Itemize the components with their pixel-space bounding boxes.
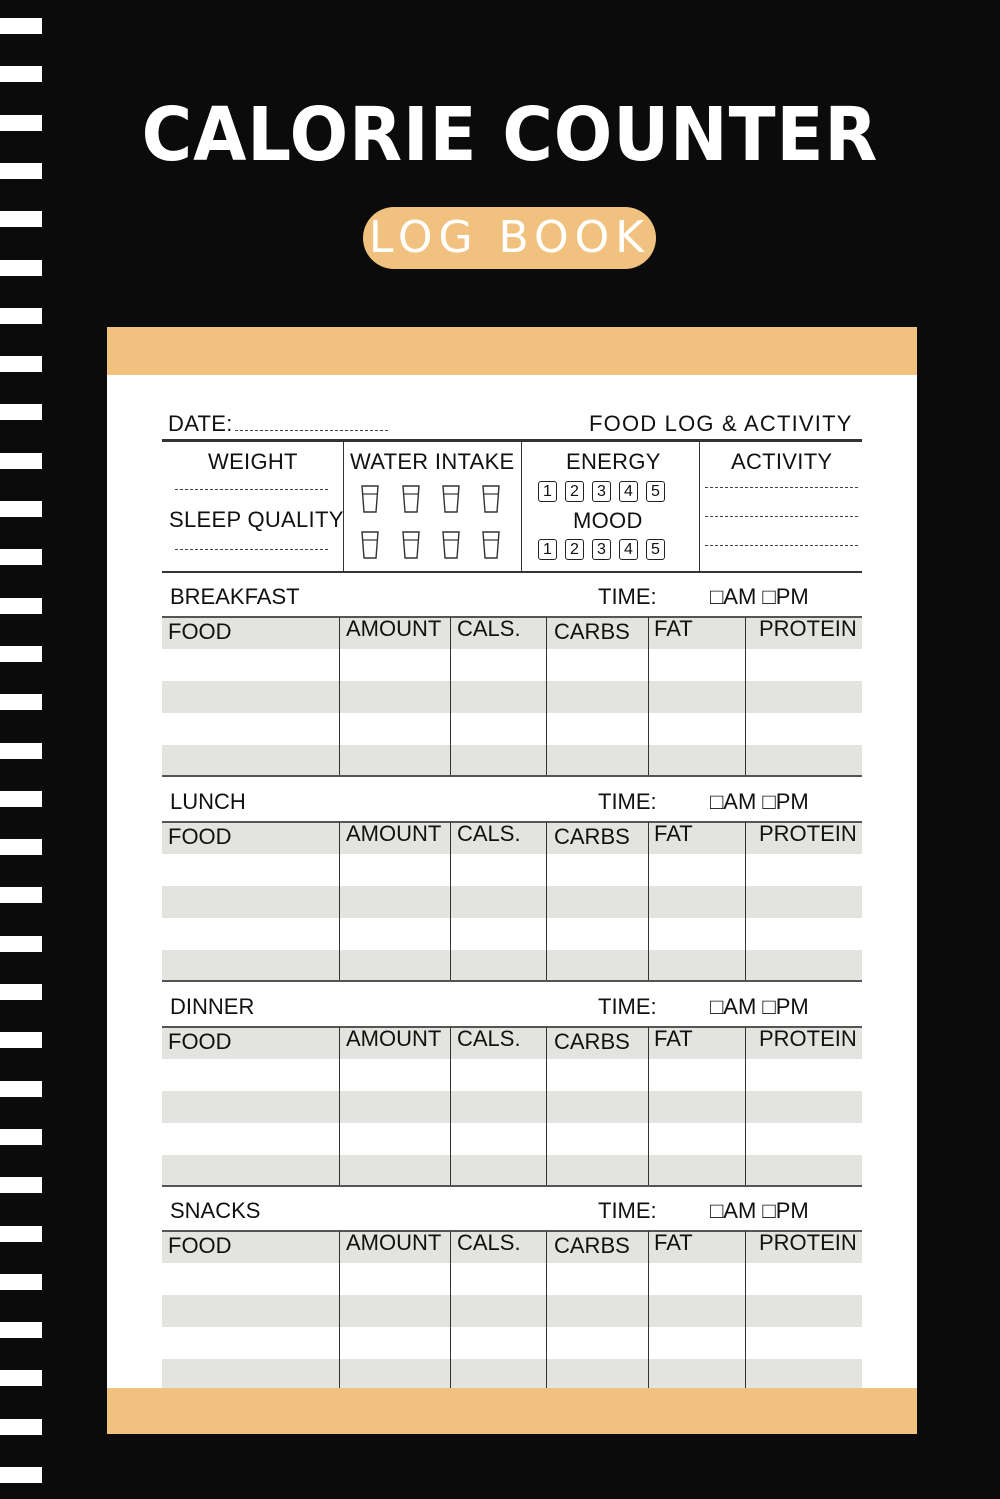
cover-title: CALORIE COUNTER [141, 92, 879, 178]
glass-icon[interactable] [361, 485, 379, 513]
column-header: PROTEIN [759, 1026, 857, 1051]
spiral-bar [0, 694, 42, 710]
spiral-bar [0, 1370, 42, 1386]
column-divider [648, 1231, 649, 1391]
table-bottom-line [162, 1185, 862, 1187]
spiral-bar [0, 549, 42, 565]
column-header: PROTEIN [759, 616, 857, 641]
spiral-bar [0, 1467, 42, 1483]
energy-scale [538, 481, 673, 502]
header-right-label: FOOD LOG & ACTIVITY [589, 411, 853, 436]
column-divider [648, 1027, 649, 1187]
time-label: TIME: [598, 1198, 657, 1223]
grid-bottom-line [162, 571, 862, 573]
column-header: FOOD [168, 1029, 232, 1054]
bottom-accent-band [107, 1388, 917, 1434]
header-divider [162, 439, 862, 442]
glass-icon[interactable] [442, 531, 460, 559]
mood-rating-3[interactable]: 3 [592, 539, 611, 560]
am-pm-checkbox[interactable]: □AM □PM [710, 1198, 809, 1223]
meal-section-dinner [162, 994, 862, 1200]
spiral-bar [0, 18, 42, 34]
column-header: CALS. [457, 1230, 521, 1255]
mood-rating-4[interactable]: 4 [619, 539, 638, 560]
mood-rating-2[interactable]: 2 [565, 539, 584, 560]
column-header: CALS. [457, 821, 521, 846]
column-header: FAT [654, 1026, 693, 1051]
column-header: CARBS [554, 619, 630, 644]
column-header: PROTEIN [759, 1230, 857, 1255]
top-accent-band [107, 327, 917, 375]
column-divider [745, 617, 746, 777]
spiral-bar [0, 598, 42, 614]
column-divider [450, 617, 451, 777]
column-header: FOOD [168, 619, 232, 644]
spiral-bar [0, 646, 42, 662]
am-pm-checkbox[interactable]: □AM □PM [710, 994, 809, 1019]
spiral-bar [0, 887, 42, 903]
column-divider [546, 617, 547, 777]
column-divider [339, 617, 340, 777]
column-header: FOOD [168, 1233, 232, 1258]
time-label: TIME: [598, 584, 657, 609]
activity-field[interactable] [705, 516, 858, 517]
sleep-quality-field[interactable] [175, 549, 328, 550]
column-header: AMOUNT [346, 1230, 442, 1255]
column-header: CALS. [457, 616, 521, 641]
column-header: FAT [654, 821, 693, 846]
spiral-bar [0, 501, 42, 517]
meal-section-snacks [162, 1198, 862, 1404]
date-label: DATE: [168, 411, 233, 436]
spiral-bar [0, 1274, 42, 1290]
column-header: AMOUNT [346, 821, 442, 846]
column-header: PROTEIN [759, 821, 857, 846]
spiral-bar [0, 743, 42, 759]
time-label: TIME: [598, 994, 657, 1019]
energy-rating-5[interactable]: 5 [646, 481, 665, 502]
column-divider [648, 617, 649, 777]
table-bottom-line [162, 775, 862, 777]
row-stripe [162, 886, 862, 918]
column-header: CALS. [457, 1026, 521, 1051]
mood-scale [538, 539, 673, 560]
date-field[interactable] [235, 430, 388, 431]
spiral-bar [0, 984, 42, 1000]
meal-label: SNACKS [170, 1198, 261, 1223]
time-label: TIME: [598, 789, 657, 814]
spiral-bar [0, 791, 42, 807]
column-divider [450, 1231, 451, 1391]
energy-rating-4[interactable]: 4 [619, 481, 638, 502]
activity-field[interactable] [705, 545, 858, 546]
row-stripe [162, 745, 862, 777]
column-divider [745, 1027, 746, 1187]
column-divider [745, 1231, 746, 1391]
meal-section-lunch [162, 789, 862, 995]
row-stripe [162, 1359, 862, 1391]
subtitle-pill: LOG BOOK [363, 207, 656, 269]
glass-icon[interactable] [442, 485, 460, 513]
column-header: AMOUNT [346, 1026, 442, 1051]
spiral-bar [0, 404, 42, 420]
row-stripe [162, 1155, 862, 1187]
sleep-quality-label: SLEEP QUALITY [169, 507, 344, 532]
mood-label: MOOD [573, 508, 643, 533]
grid-divider [521, 442, 522, 572]
grid-divider [699, 442, 700, 572]
column-divider [339, 1231, 340, 1391]
spiral-bar [0, 1129, 42, 1145]
weight-label: WEIGHT [208, 449, 298, 474]
column-divider [450, 822, 451, 982]
table-bottom-line [162, 980, 862, 982]
column-divider [450, 1027, 451, 1187]
meal-label: BREAKFAST [170, 584, 300, 609]
meal-label: DINNER [170, 994, 255, 1019]
spiral-bar [0, 260, 42, 276]
activity-label: ACTIVITY [731, 449, 833, 474]
spiral-bar [0, 1177, 42, 1193]
mood-rating-1[interactable]: 1 [538, 539, 557, 560]
spiral-bar [0, 308, 42, 324]
column-divider [546, 1027, 547, 1187]
row-stripe [162, 950, 862, 982]
spiral-bar [0, 1322, 42, 1338]
energy-label: ENERGY [566, 449, 661, 474]
column-divider [339, 822, 340, 982]
weight-field[interactable] [175, 489, 328, 490]
spiral-bar [0, 356, 42, 372]
mood-rating-5[interactable]: 5 [646, 539, 665, 560]
spiral-bar [0, 115, 42, 131]
column-header: FAT [654, 616, 693, 641]
glass-icon[interactable] [402, 531, 420, 559]
column-header: CARBS [554, 1029, 630, 1054]
activity-field[interactable] [705, 487, 858, 488]
water-intake-label: WATER INTAKE [350, 449, 515, 474]
energy-rating-3[interactable]: 3 [592, 481, 611, 502]
column-header: FAT [654, 1230, 693, 1255]
column-header: FOOD [168, 824, 232, 849]
spiral-bar [0, 163, 42, 179]
spiral-bar [0, 1032, 42, 1048]
am-pm-checkbox[interactable]: □AM □PM [710, 584, 809, 609]
spiral-bar [0, 1226, 42, 1242]
column-header: CARBS [554, 824, 630, 849]
row-stripe [162, 681, 862, 713]
glass-icon[interactable] [482, 531, 500, 559]
row-stripe [162, 1295, 862, 1327]
spiral-binding [0, 0, 42, 1499]
column-header: AMOUNT [346, 616, 442, 641]
column-divider [339, 1027, 340, 1187]
spiral-bar [0, 1081, 42, 1097]
energy-rating-1[interactable]: 1 [538, 481, 557, 502]
spiral-bar [0, 453, 42, 469]
meal-section-breakfast [162, 584, 862, 790]
energy-rating-2[interactable]: 2 [565, 481, 584, 502]
glass-icon[interactable] [402, 485, 420, 513]
column-divider [648, 822, 649, 982]
column-divider [546, 1231, 547, 1391]
row-stripe [162, 1091, 862, 1123]
column-header: CARBS [554, 1233, 630, 1258]
spiral-bar [0, 66, 42, 82]
spiral-bar [0, 211, 42, 227]
spiral-bar [0, 839, 42, 855]
spiral-bar [0, 1419, 42, 1435]
glass-icon[interactable] [361, 531, 379, 559]
spiral-bar [0, 936, 42, 952]
log-page [107, 327, 917, 1434]
meal-label: LUNCH [170, 789, 246, 814]
column-divider [546, 822, 547, 982]
am-pm-checkbox[interactable]: □AM □PM [710, 789, 809, 814]
column-divider [745, 822, 746, 982]
glass-icon[interactable] [482, 485, 500, 513]
